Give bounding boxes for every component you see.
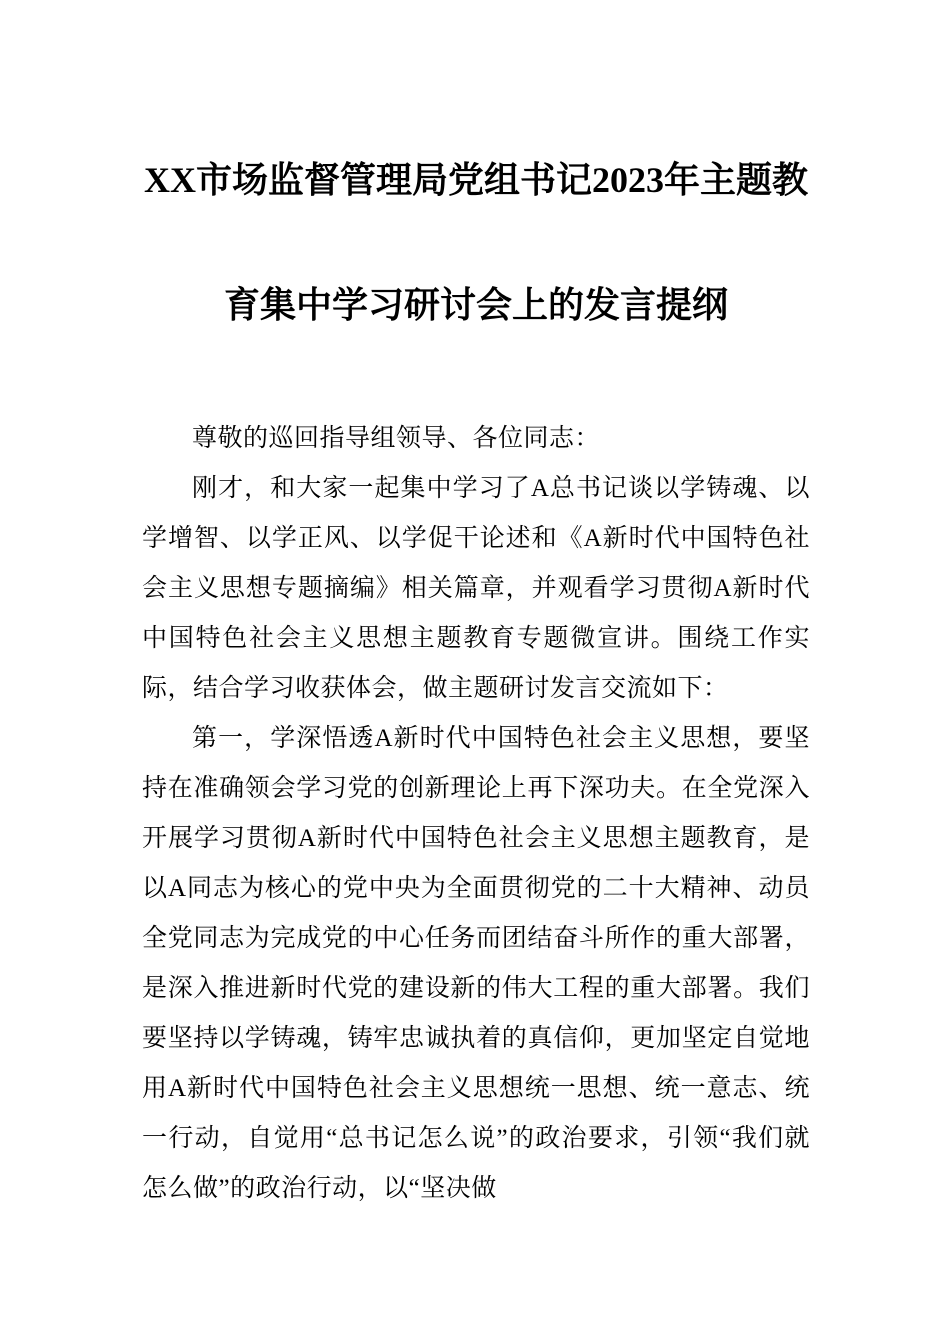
title-line-2: 育集中学习研讨会上的发言提纲	[223, 285, 728, 325]
point-one-paragraph: 第一，学深悟透A新时代中国特色社会主义思想，要坚持在准确领会学习党的创新理论上再下深功夫。在全党深入开展学习贯彻A新时代中国特色社会主义思想主题教育，是以A同志为核心的党中央为全面贯彻党的二十大精神、动员全党同志为完成党的中心任务而团结奋斗所作的重大部署，是深入推进新时代党的建设新的伟大工程的重大部署。我们要坚持以学铸魂，铸牢忠诚执着的真信仰，更加坚定自觉地用A新时代中国特色社会主义思想统一思想、统一意志、统一行动，自觉用“总书记怎么说”的政治要求，引领“我们就怎么做”的政治行动，以“坚决做	[142, 725, 810, 1202]
document-title	[142, 118, 810, 368]
intro-paragraph: 刚才，和大家一起集中学习了A总书记谈以学铸魂、以学增智、以学正风、以学促干论述和《A新时代中国特色社会主义思想专题摘编》相关篇章，并观看学习贯彻A新时代中国特色社会主义思想主题教育专题微宣讲。围绕工作实际，结合学习收获体会，做主题研讨发言交流如下：	[142, 475, 810, 702]
title-line-1: XX市场监督管理局党组书记2023年主题教	[144, 160, 808, 200]
document-body	[142, 414, 810, 1214]
salutation-paragraph: 尊敬的巡回指导组领导、各位同志：	[192, 425, 601, 452]
